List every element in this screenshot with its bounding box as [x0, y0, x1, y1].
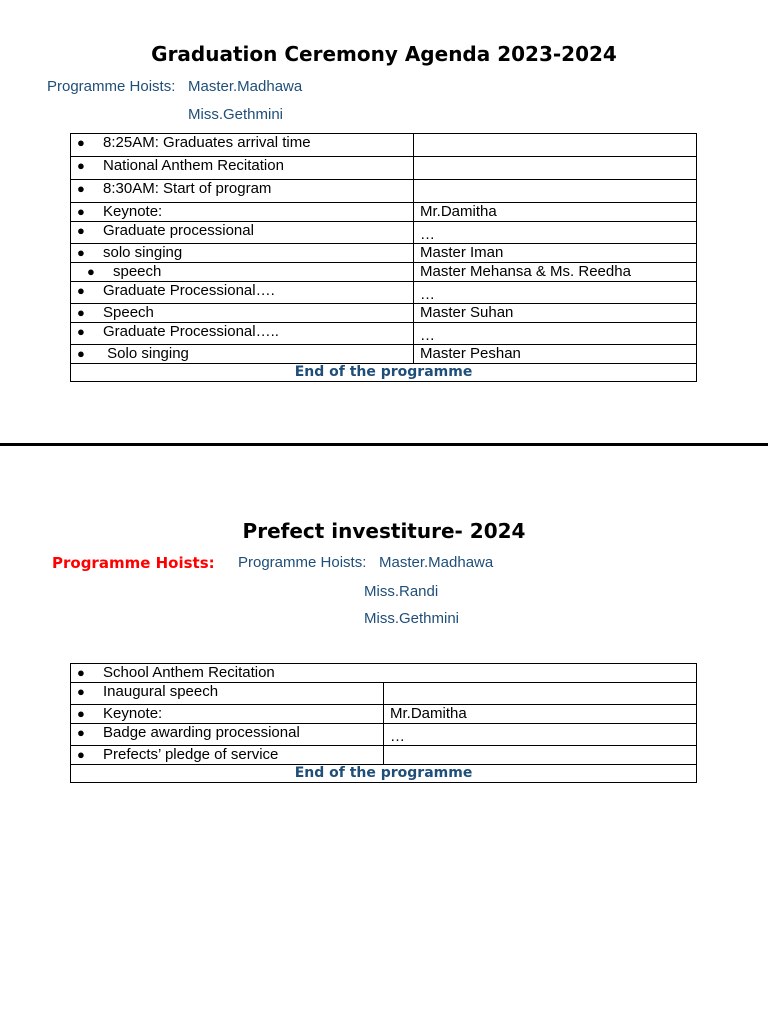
- agenda-person: Mr.Damitha: [414, 203, 697, 222]
- bullet-icon: ●: [77, 684, 85, 699]
- table-row: [71, 263, 697, 282]
- bullet-icon: ●: [77, 245, 85, 260]
- agenda-item: ● 8:25AM: Graduates arrival time: [71, 134, 414, 157]
- bullet-icon: ●: [77, 665, 85, 680]
- agenda-person: Master Iman: [414, 244, 697, 263]
- table-row: [71, 282, 697, 304]
- agenda-person: Mr.Damitha: [384, 705, 697, 724]
- table-row: [71, 364, 697, 382]
- investiture-hoists-label: Programme Hoists:: [238, 554, 367, 571]
- bullet-icon: ●: [77, 305, 85, 320]
- investiture-hoist-1: Master.Madhawa: [379, 554, 494, 571]
- bullet-icon: ●: [87, 264, 95, 279]
- end-of-programme: End of the programme: [71, 765, 697, 783]
- bullet-icon: ●: [77, 158, 85, 173]
- graduation-hoist-2: Miss.Gethmini: [188, 106, 284, 123]
- agenda-person: Master Mehansa & Ms. Reedha: [414, 263, 697, 282]
- table-row: [71, 683, 697, 705]
- agenda-item: ● Keynote:: [71, 705, 384, 724]
- agenda-person: [414, 180, 697, 203]
- table-row: [71, 203, 697, 222]
- bullet-icon: ●: [77, 181, 85, 196]
- investiture-hoist-3: Miss.Gethmini: [364, 610, 460, 627]
- table-row: [71, 134, 697, 157]
- bullet-icon: ●: [77, 283, 85, 298]
- agenda-person: …: [384, 724, 697, 746]
- agenda-item: ● Keynote:: [71, 203, 414, 222]
- section-divider: [0, 443, 768, 446]
- end-of-programme: End of the programme: [71, 364, 697, 382]
- bullet-icon: ●: [77, 324, 85, 339]
- agenda-item: ● Prefects’ pledge of service: [71, 746, 384, 765]
- bullet-icon: ●: [77, 346, 85, 361]
- investiture-hoists-label-red: Programme Hoists:: [52, 554, 215, 572]
- agenda-person: [414, 157, 697, 180]
- agenda-item: ● Speech: [71, 304, 414, 323]
- agenda-person: …: [414, 323, 697, 345]
- agenda-item: ● solo singing: [71, 244, 414, 263]
- bullet-icon: ●: [77, 725, 85, 740]
- agenda-person: Master Suhan: [414, 304, 697, 323]
- investiture-title: Prefect investiture- 2024: [242, 519, 526, 543]
- graduation-agenda-table: [70, 133, 697, 382]
- agenda-person: [384, 683, 697, 705]
- agenda-item: ● National Anthem Recitation: [71, 157, 414, 180]
- bullet-icon: ●: [77, 204, 85, 219]
- table-row: [71, 157, 697, 180]
- agenda-item: ● School Anthem Recitation: [71, 664, 697, 683]
- agenda-person: [384, 746, 697, 765]
- agenda-item: ● Graduate Processional….: [71, 282, 414, 304]
- table-row: [71, 323, 697, 345]
- investiture-agenda-table: [70, 663, 697, 783]
- agenda-item: ● Graduate processional: [71, 222, 414, 244]
- table-row: [71, 222, 697, 244]
- bullet-icon: ●: [77, 706, 85, 721]
- graduation-hoist-1: Master.Madhawa: [188, 78, 303, 95]
- table-row: [71, 345, 697, 364]
- agenda-person: [414, 134, 697, 157]
- agenda-item: ● Solo singing: [71, 345, 414, 364]
- bullet-icon: ●: [77, 135, 85, 150]
- bullet-icon: ●: [77, 747, 85, 762]
- table-row: [71, 724, 697, 746]
- agenda-item: ● Badge awarding processional: [71, 724, 384, 746]
- graduation-title: Graduation Ceremony Agenda 2023-2024: [151, 42, 617, 66]
- investiture-hoist-2: Miss.Randi: [364, 583, 439, 600]
- agenda-item: ● Inaugural speech: [71, 683, 384, 705]
- agenda-person: …: [414, 222, 697, 244]
- agenda-item: ● 8:30AM: Start of program: [71, 180, 414, 203]
- table-row: [71, 765, 697, 783]
- table-row: [71, 705, 697, 724]
- agenda-person: …: [414, 282, 697, 304]
- table-row: [71, 304, 697, 323]
- agenda-item: ● speech: [71, 263, 414, 282]
- table-row: [71, 244, 697, 263]
- bullet-icon: ●: [77, 223, 85, 238]
- table-row: [71, 180, 697, 203]
- graduation-hoists-label: Programme Hoists:: [47, 78, 176, 95]
- agenda-item: ● Graduate Processional…..: [71, 323, 414, 345]
- table-row: [71, 746, 697, 765]
- agenda-person: Master Peshan: [414, 345, 697, 364]
- table-row: [71, 664, 697, 683]
